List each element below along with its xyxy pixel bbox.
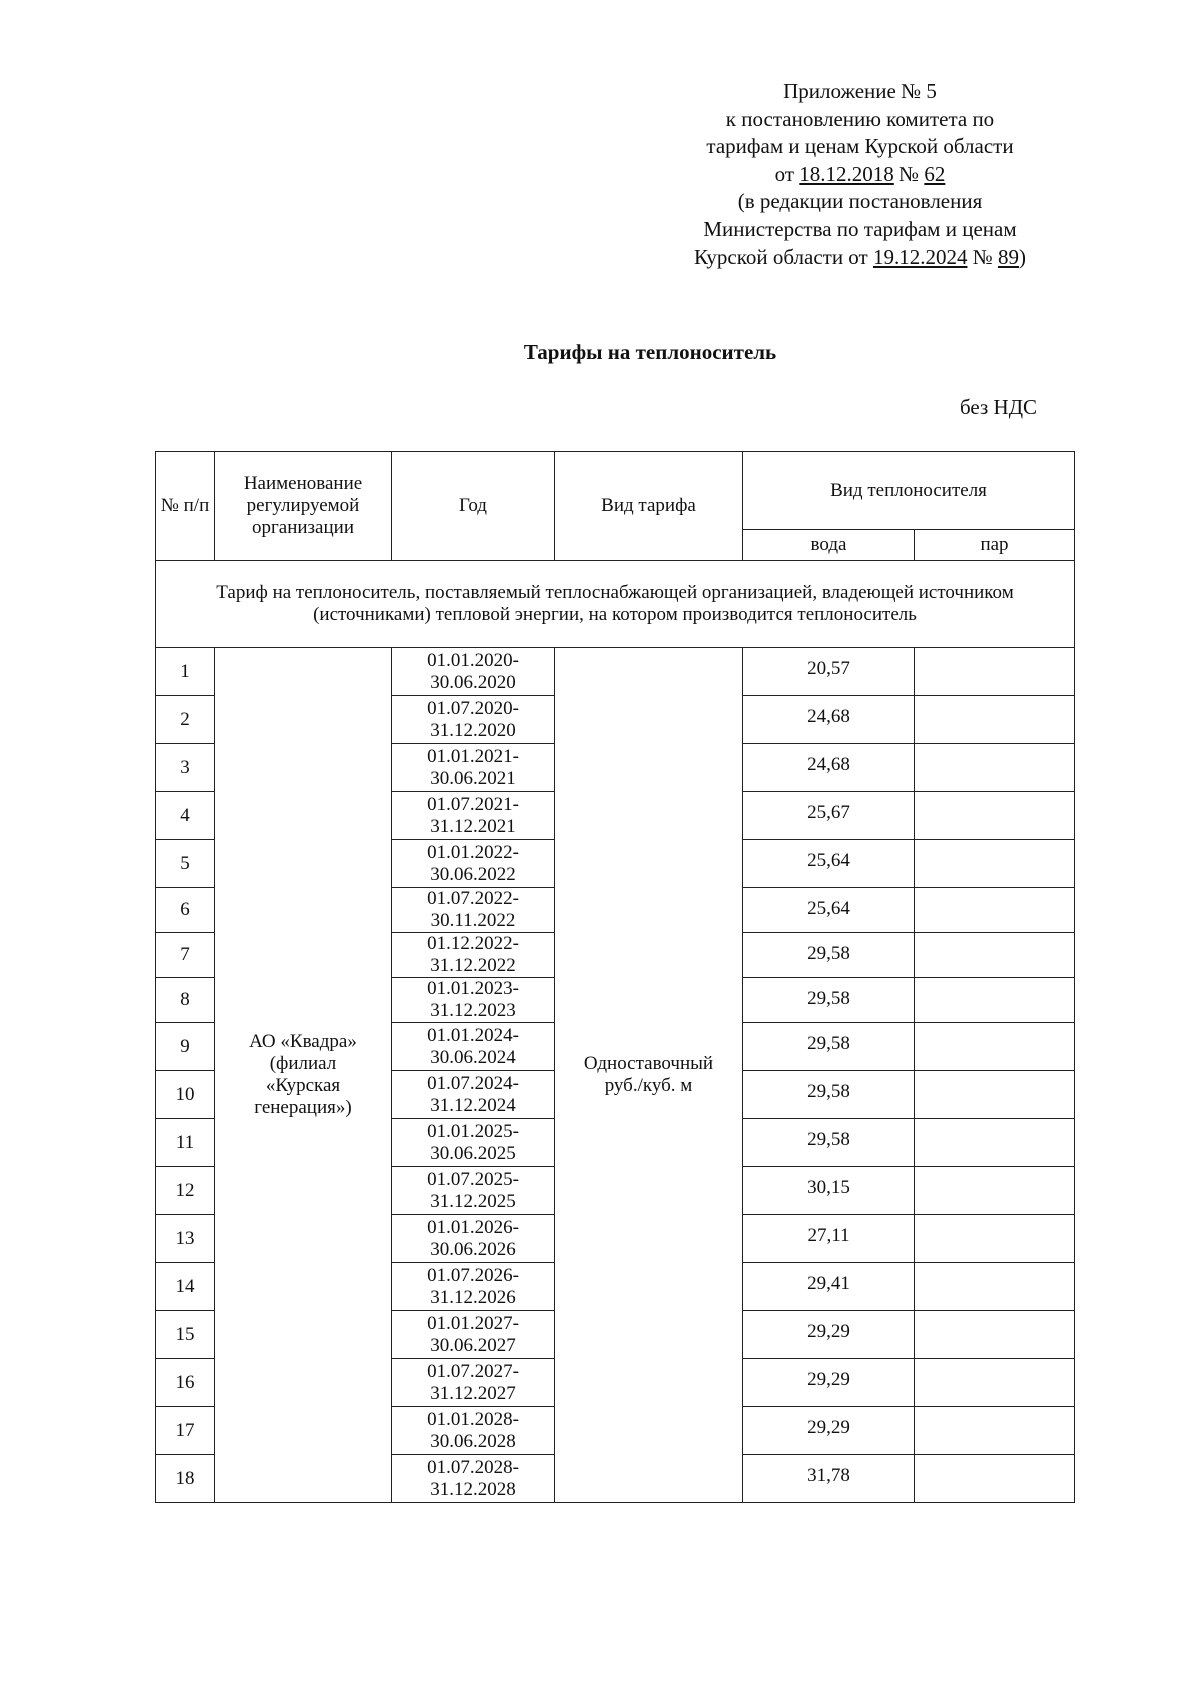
col-header-num: № п/п bbox=[156, 452, 215, 561]
steam-tariff-value bbox=[915, 840, 1075, 888]
period-cell bbox=[392, 1359, 555, 1407]
row-number: 6 bbox=[156, 888, 215, 933]
steam-tariff-value bbox=[915, 1263, 1075, 1311]
period-cell bbox=[392, 792, 555, 840]
water-tariff-value: 29,58 bbox=[743, 978, 915, 1023]
period-cell bbox=[392, 978, 555, 1023]
water-tariff-value: 29,58 bbox=[743, 933, 915, 978]
col-header-year: Год bbox=[392, 452, 555, 561]
period-end: 31.12.2023 bbox=[430, 1000, 516, 1021]
header-line-5: (в редакции постановления bbox=[737, 189, 983, 214]
period-cell bbox=[392, 888, 555, 933]
period-end: 30.06.2021 bbox=[430, 767, 516, 789]
document-title: Тарифы на теплоноситель bbox=[523, 340, 777, 364]
period-end: 30.06.2024 bbox=[430, 1046, 516, 1068]
row-number: 13 bbox=[156, 1215, 215, 1263]
row-number: 1 bbox=[156, 648, 215, 696]
row-number: 8 bbox=[156, 978, 215, 1023]
period-end: 31.12.2028 bbox=[430, 1478, 516, 1500]
period-cell bbox=[392, 1215, 555, 1263]
period-start: 01.01.2027- bbox=[427, 1312, 519, 1334]
water-tariff-value: 29,58 bbox=[743, 1023, 915, 1071]
water-tariff-value: 25,64 bbox=[743, 888, 915, 933]
steam-tariff-value bbox=[915, 1167, 1075, 1215]
revision-number: 89 bbox=[998, 244, 1020, 269]
period-end: 31.12.2020 bbox=[430, 719, 516, 741]
row-number: 9 bbox=[156, 1023, 215, 1071]
col-header-steam: пар bbox=[915, 530, 1075, 561]
period-end: 30.06.2022 bbox=[430, 863, 516, 885]
water-tariff-value: 29,58 bbox=[743, 1071, 915, 1119]
water-tariff-value: 30,15 bbox=[743, 1167, 915, 1215]
steam-tariff-value bbox=[915, 696, 1075, 744]
period-start: 01.01.2024- bbox=[427, 1024, 519, 1046]
section-title: Тариф на теплоноситель, поставляемый теплоснабжающей организацией, владеющей источником (источниками) тепловой энергии, на котором производится теплоноситель bbox=[156, 561, 1075, 648]
header-line-2: к постановлению комитета по bbox=[725, 106, 995, 131]
water-tariff-value: 20,57 bbox=[743, 648, 915, 696]
period-start: 01.01.2026- bbox=[427, 1216, 519, 1238]
steam-tariff-value bbox=[915, 744, 1075, 792]
water-tariff-value: 31,78 bbox=[743, 1455, 915, 1503]
decision-number: 62 bbox=[924, 161, 946, 186]
period-start: 01.01.2020- bbox=[427, 649, 519, 671]
row-number: 17 bbox=[156, 1407, 215, 1455]
header-line-4 bbox=[600, 161, 1120, 189]
row-number: 10 bbox=[156, 1071, 215, 1119]
row-number: 11 bbox=[156, 1119, 215, 1167]
period-start: 01.01.2021- bbox=[427, 745, 519, 767]
col-header-carrier: Вид теплоносителя bbox=[743, 452, 1075, 530]
col-header-org: Наименование регулируемой организации bbox=[215, 452, 392, 561]
water-tariff-value: 25,67 bbox=[743, 792, 915, 840]
tariff-table bbox=[155, 451, 1075, 1503]
decision-date: 18.12.2018 bbox=[799, 161, 894, 186]
period-cell bbox=[392, 1311, 555, 1359]
period-cell bbox=[392, 648, 555, 696]
steam-tariff-value bbox=[915, 648, 1075, 696]
period-cell bbox=[392, 1263, 555, 1311]
steam-tariff-value bbox=[915, 1215, 1075, 1263]
section-row bbox=[156, 561, 1075, 648]
water-tariff-value: 29,29 bbox=[743, 1359, 915, 1407]
header-line-3: тарифам и ценам Курской области bbox=[706, 134, 1014, 159]
period-start: 01.07.2027- bbox=[427, 1360, 519, 1382]
period-cell bbox=[392, 696, 555, 744]
steam-tariff-value bbox=[915, 792, 1075, 840]
period-start: 01.07.2022- bbox=[427, 888, 519, 909]
period-cell bbox=[392, 1071, 555, 1119]
header-row bbox=[156, 452, 1075, 530]
water-tariff-value: 27,11 bbox=[743, 1215, 915, 1263]
steam-tariff-value bbox=[915, 1119, 1075, 1167]
period-cell bbox=[392, 1455, 555, 1503]
row-number: 18 bbox=[156, 1455, 215, 1503]
period-end: 31.12.2026 bbox=[430, 1286, 516, 1308]
period-start: 01.07.2025- bbox=[427, 1168, 519, 1190]
period-start: 01.07.2024- bbox=[427, 1072, 519, 1094]
col-header-water: вода bbox=[743, 530, 915, 561]
row-number: 3 bbox=[156, 744, 215, 792]
row-number: 7 bbox=[156, 933, 215, 978]
water-tariff-value: 29,29 bbox=[743, 1311, 915, 1359]
period-cell bbox=[392, 933, 555, 978]
period-cell bbox=[392, 840, 555, 888]
header-line-7 bbox=[600, 244, 1120, 272]
steam-tariff-value bbox=[915, 888, 1075, 933]
period-end: 30.06.2027 bbox=[430, 1334, 516, 1356]
row-number: 16 bbox=[156, 1359, 215, 1407]
header-line-4-prefix: от bbox=[774, 161, 800, 186]
steam-tariff-value bbox=[915, 1071, 1075, 1119]
steam-tariff-value bbox=[915, 978, 1075, 1023]
period-end: 30.06.2020 bbox=[430, 671, 516, 693]
period-start: 01.07.2021- bbox=[427, 793, 519, 815]
header-line-1: Приложение № 5 bbox=[783, 79, 937, 103]
tariff-kind: Одноставочный руб./куб. м bbox=[555, 648, 743, 1503]
steam-tariff-value bbox=[915, 1359, 1075, 1407]
period-cell bbox=[392, 1407, 555, 1455]
water-tariff-value: 29,29 bbox=[743, 1407, 915, 1455]
period-start: 01.01.2028- bbox=[427, 1408, 519, 1430]
table-row bbox=[156, 648, 1075, 696]
period-start: 01.01.2025- bbox=[427, 1120, 519, 1142]
revision-date: 19.12.2024 bbox=[872, 244, 968, 269]
period-end: 31.12.2022 bbox=[430, 955, 516, 976]
period-end: 30.11.2022 bbox=[430, 910, 516, 931]
water-tariff-value: 29,58 bbox=[743, 1119, 915, 1167]
steam-tariff-value bbox=[915, 933, 1075, 978]
header-line-6: Министерства по тарифам и ценам bbox=[703, 216, 1017, 241]
steam-tariff-value bbox=[915, 1407, 1075, 1455]
header-line-7-suffix: ) bbox=[1019, 244, 1027, 269]
appendix-header bbox=[600, 78, 1120, 271]
header-line-7-mid: № bbox=[967, 244, 999, 269]
header-line-4-mid: № bbox=[893, 161, 925, 186]
steam-tariff-value bbox=[915, 1023, 1075, 1071]
water-tariff-value: 25,64 bbox=[743, 840, 915, 888]
water-tariff-value: 24,68 bbox=[743, 744, 915, 792]
period-cell bbox=[392, 1023, 555, 1071]
period-end: 30.06.2026 bbox=[430, 1238, 516, 1260]
period-cell bbox=[392, 744, 555, 792]
row-number: 12 bbox=[156, 1167, 215, 1215]
water-tariff-value: 29,41 bbox=[743, 1263, 915, 1311]
header-line-7-prefix: Курской области от bbox=[693, 244, 873, 269]
col-header-tariff-type: Вид тарифа bbox=[555, 452, 743, 561]
row-number: 4 bbox=[156, 792, 215, 840]
period-cell bbox=[392, 1167, 555, 1215]
organization-name: АО «Квадра» (филиал «Курская генерация») bbox=[215, 648, 392, 1503]
period-start: 01.01.2023- bbox=[427, 978, 519, 999]
vat-note: без НДС bbox=[960, 395, 1038, 419]
period-cell bbox=[392, 1119, 555, 1167]
period-end: 30.06.2028 bbox=[430, 1430, 516, 1452]
steam-tariff-value bbox=[915, 1311, 1075, 1359]
water-tariff-value: 24,68 bbox=[743, 696, 915, 744]
row-number: 2 bbox=[156, 696, 215, 744]
row-number: 15 bbox=[156, 1311, 215, 1359]
row-number: 5 bbox=[156, 840, 215, 888]
period-end: 31.12.2021 bbox=[430, 815, 516, 837]
period-end: 30.06.2025 bbox=[430, 1142, 516, 1164]
period-start: 01.07.2020- bbox=[427, 697, 519, 719]
steam-tariff-value bbox=[915, 1455, 1075, 1503]
period-start: 01.07.2028- bbox=[427, 1456, 519, 1478]
row-number: 14 bbox=[156, 1263, 215, 1311]
period-start: 01.07.2026- bbox=[427, 1264, 519, 1286]
period-start: 01.12.2022- bbox=[427, 933, 519, 954]
period-end: 31.12.2027 bbox=[430, 1382, 516, 1404]
period-start: 01.01.2022- bbox=[427, 841, 519, 863]
period-end: 31.12.2025 bbox=[430, 1190, 516, 1212]
period-end: 31.12.2024 bbox=[430, 1094, 516, 1116]
